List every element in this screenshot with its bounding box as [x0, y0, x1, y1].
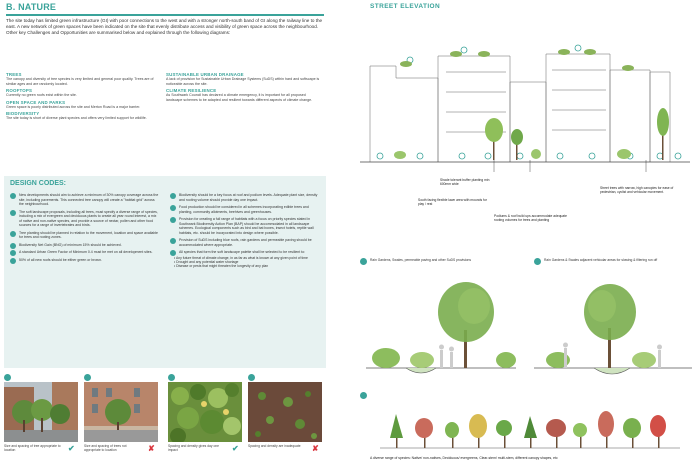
annotation-south: South facing flexible lawn area with mounds for play / rest [418, 198, 487, 206]
suds-heading: SUSTAINABLE URBAN DRAINAGE [166, 72, 244, 77]
photo-planting-sparse [248, 382, 322, 442]
climate-text: As Southwark Council has declared a climate emergency, it is important for all proposed landscape schemes to be adapted and resilient towards different aspects of climate change. [166, 93, 313, 102]
annotation-podiums: Podiums & roof build ups accommodate adequate rooting volumes for trees and planting [494, 214, 567, 222]
section-title: B. NATURE [6, 2, 57, 12]
suds-text: A lack of provision for Sustainable Urban Drainage Systems (SuDS) within hard and softscape is noticeable across the site. [166, 77, 320, 86]
photo-caption: Spacing and density gives day one impact [168, 444, 219, 453]
code-item: New developments should aim to achieve a minimum of 30% canopy coverage across the site, including pavements. This connected tree canopy will create a "habitat grid" across the neighbourhood. [10, 193, 160, 207]
cross-icon: ✘ [148, 444, 155, 453]
rooftops-text: Currently no green roofs exist within the site. [6, 93, 77, 98]
photo-caption: Size and spacing of tree appropriate to location [4, 444, 61, 453]
street-elevation-drawing [360, 12, 696, 172]
photo-number-badge [84, 374, 91, 381]
check-icon: ✔ [68, 444, 75, 453]
photo-planting-dense [168, 382, 242, 442]
resilience-subitem: • Any future threat of climate change, in as far as what is known at any given point of time [174, 255, 308, 260]
resilience-subitem: • Disease or pests that might threaten the longevity of any plan [174, 264, 269, 269]
climate-heading: CLIMATE RESILIENCE [166, 88, 217, 94]
rain-garden-right-section [534, 272, 692, 382]
section-number-badge [534, 258, 541, 265]
code-item: Biodiversity should be a key focus at roof and podium levels. Adequate plant size, density and rooting volume should provide day one impact. [170, 193, 320, 202]
code-item: Food production should be considered in all schemes incorporating edible trees and planting, community allotments, beehives and greenhouses. [170, 205, 320, 214]
photo-number-badge [248, 374, 255, 381]
rooftops-heading: ROOFTOPS [6, 88, 33, 94]
photo-caption: Spacing and density are inadequate [248, 444, 301, 448]
resilience-subitem: • Drought and any potential water shortage [174, 259, 239, 264]
trees-text: The canopy and diversity of tree species is very limited and general poor quality. Trees are of similar ages and are randomly located. [6, 77, 154, 86]
rain-garden-left-section [366, 272, 516, 382]
rain-garden-right-caption: Rain Gardens & Swales adjacent vehicular areas for slowing & filtering run off [544, 258, 658, 262]
section-number-badge [360, 258, 367, 265]
open-space-text: Green space is poorly distributed across the site and Merton Road is a major barrier. [6, 104, 141, 109]
challenges-col-left [6, 72, 158, 121]
challenges-col-right [166, 72, 322, 102]
building-trees-photo [84, 382, 158, 442]
dense-planting-photo [168, 382, 242, 442]
code-item: Provision for creating a full range of habitats with a focus on priority species stated in Southwark Biodiversity Action Plan (BAP) should be accommodated in all landscape schemes. Ecological components such as bird and bat boxes, insect hotels, reptile wall habitats, etc. should be incorporated into design where possible. [170, 217, 320, 235]
trees-heading: TREES [6, 72, 22, 77]
sparse-planting-photo [248, 382, 322, 442]
street-trees-photo [4, 382, 78, 442]
intro-paragraph: The site today has limited green infrastructure (GI) with poor connections to the west and with a stronger north-south band of GI along the railway line to the east. A new network of green spaces have been indicated on the site that evenly distribute access and visibility of green space across the neighbourhood. Other key Challenges and Opportunities are summarised below and explained through the following diagrams: [6, 18, 323, 36]
design-codes-panel [4, 176, 326, 368]
photo-strip [4, 372, 326, 466]
code-item: A standard Urban Green Factor of Minimum 0.4 must be met on all development sites. [10, 250, 160, 255]
code-item: All species that form the soft landscape palette shall be selected to be resilient to: [170, 250, 320, 255]
species-caption: A diverse range of species: Native/ non-natives, Deciduous/ evergreens, Clear-stem/ multi-stem, different canopy shapes, etc [370, 456, 558, 460]
photo-number-badge [168, 374, 175, 381]
photo-caption: Size and spacing of trees not appropriate to location [84, 444, 127, 453]
code-item: 50% of all new roofs should be either green or brown. [10, 258, 160, 263]
photo-trees-inappropriate [84, 382, 158, 442]
design-codes-col1 [10, 193, 160, 265]
biodiversity-text: The site today is short of diverse plant species and offers very limited support for wildlife. [6, 116, 147, 121]
check-icon: ✔ [232, 444, 239, 453]
tree-species-row [380, 404, 680, 452]
section-title-rule [6, 14, 324, 16]
open-space-heading: OPEN SPACE AND PARKS [6, 99, 66, 105]
photo-number-badge [4, 374, 11, 381]
biodiversity-heading: BIODIVERSITY [6, 111, 40, 117]
street-elevation-title: STREET ELEVATION [370, 3, 441, 10]
section-number-badge [360, 392, 367, 399]
design-codes-col2 [170, 193, 320, 268]
rain-garden-left-caption: Rain Gardens, Swales, permeable paving and other SuDS provisions [370, 258, 471, 262]
code-item: Biodiversity Net Gain (BNG) of minimum 15% should be achieved. [10, 243, 160, 248]
annotation-shade: Shade tolerant buffer planting min 600mm wide [440, 178, 490, 186]
code-item: The soft landscape proposals, including all trees, must specify a diverse range of species, including a mix of evergreen and deciduous plants to create all year round interest, a mix of native and non-native species, and provide a source of nectar, pollen and other food sources for a range of invertebrates and birds. [10, 210, 160, 228]
code-item: Tree planting should be planned in relation to the movement, location and space available for trees and rooting zones. [10, 231, 160, 240]
code-item: Provision of SuDS including blue roofs, rain gardens and permeable paving should be accommodated where appropriate. [170, 238, 320, 247]
annotation-street-trees: Street trees with narrow, high canopies for ease of pedestrian, cyclist and vehicular movement. [600, 186, 674, 194]
design-codes-heading: DESIGN CODES: [10, 180, 67, 187]
cross-icon: ✘ [312, 444, 319, 453]
photo-trees-appropriate [4, 382, 78, 442]
